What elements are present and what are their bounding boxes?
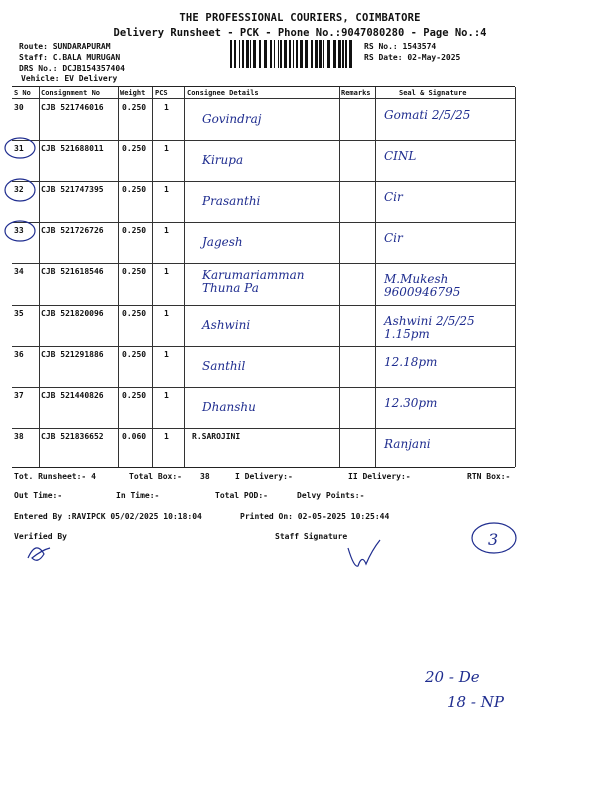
barcode-bar (311, 40, 313, 68)
barcode-bar (274, 40, 275, 68)
seal-signature-handwritten: Gomati 2/5/25 (384, 108, 471, 122)
barcode-bar (319, 40, 322, 68)
seal-signature-handwritten: 12.30pm (384, 395, 438, 410)
barcode-bar (230, 40, 232, 68)
tot-runsheet: Tot. Runsheet:- 4 (14, 472, 96, 481)
staff-signature-label: Staff Signature (275, 532, 348, 541)
col-header-consignment: Consignment No (41, 89, 101, 97)
pcs-value: 1 (164, 308, 169, 318)
vehicle-label: Vehicle: EV Delivery (21, 74, 118, 83)
pcs-value: 1 (164, 144, 169, 154)
route-label: Route: SUNDARAPURAM (19, 42, 111, 51)
barcode-bar (293, 40, 294, 68)
consignment-no: CJB 521820096 (41, 308, 104, 318)
consignee-handwritten: Govindraj (202, 112, 262, 126)
seal-signature-handwritten: Ranjani (384, 436, 431, 451)
barcode-bar (234, 40, 236, 68)
col-header-sno: S No (14, 89, 31, 97)
row-sno: 31 (14, 144, 24, 154)
row-sno: 36 (14, 349, 24, 359)
col-header-seal: Seal & Signature (399, 89, 467, 97)
seal-signature-handwritten: CINL (384, 149, 417, 164)
row-sno: 37 (14, 390, 24, 400)
staff-signature-scribble (348, 540, 380, 566)
consignment-no: CJB 521747395 (41, 185, 104, 195)
weight-value: 0.250 (122, 390, 147, 400)
consignment-no: CJB 521746016 (41, 103, 104, 112)
weight-value: 0.250 (122, 144, 147, 154)
row-sno: 32 (14, 185, 24, 195)
verifier-signature (28, 548, 50, 560)
barcode-bar (284, 40, 287, 68)
total-box-label: Total Box:- (129, 472, 182, 481)
barcode-bar (270, 40, 272, 68)
weight-value: 0.250 (122, 103, 147, 112)
consignment-no: CJB 521688011 (41, 144, 104, 154)
consignee-handwritten: Prasanthi (202, 194, 261, 209)
consignment-no: CJB 521836652 (41, 431, 104, 441)
runsheet-table (12, 86, 515, 468)
pcs-value: 1 (164, 226, 169, 236)
row-sno: 33 (14, 226, 24, 236)
rs-number: RS No.: 1543574 (364, 42, 437, 51)
out-time: Out Time:- (14, 491, 63, 500)
barcode-bar (345, 40, 347, 68)
weight-value: 0.250 (122, 349, 147, 359)
barcode-bar (289, 40, 291, 68)
consignee-name: R.SAROJINI (192, 431, 241, 441)
weight-value: 0.250 (122, 267, 147, 277)
barcode-bar (264, 40, 267, 68)
col-header-remarks: Remarks (341, 89, 371, 97)
barcode-bar (349, 40, 352, 68)
barcode-bar (242, 40, 244, 68)
col-header-pcs: PCS (155, 89, 168, 97)
consignment-no: CJB 521618546 (41, 267, 104, 277)
pcs-value: 1 (164, 267, 169, 277)
barcode-bar (327, 40, 330, 68)
consignment-no: CJB 521291886 (41, 349, 104, 359)
barcode-bar (333, 40, 336, 68)
rtn-box: RTN Box:- (467, 472, 511, 481)
row-sno: 38 (14, 431, 24, 441)
barcode-bar (278, 40, 279, 68)
consignee-handwritten: Karumariamman Thuna Pa (202, 268, 305, 296)
consignee-handwritten: Santhil (202, 358, 246, 373)
staff-label: Staff: C.BALA MURUGAN (19, 53, 121, 62)
circled-number-ring (472, 523, 516, 553)
delvy-points: Delvy Points:- (297, 491, 365, 500)
consignee-handwritten: Ashwini (202, 317, 251, 332)
weight-value: 0.250 (122, 308, 147, 318)
col-header-weight: Weight (120, 89, 146, 97)
runsheet-subtitle: Delivery Runsheet - PCK - Phone No.:9047080280 - Page No.:4 (113, 27, 487, 39)
barcode-bar (250, 40, 251, 68)
barcode-bar (342, 40, 344, 68)
barcode-bar (280, 40, 282, 68)
circled-number: 3 (488, 530, 499, 549)
consignee-handwritten: Kirupa (202, 153, 244, 168)
pcs-value: 1 (164, 349, 169, 359)
barcode-bar (338, 40, 341, 68)
barcode-bar (246, 40, 249, 68)
pcs-value: 1 (164, 390, 169, 400)
row-sno: 30 (14, 103, 24, 112)
barcode-bar (315, 40, 318, 68)
note-20-de: 20 - De (425, 668, 480, 686)
seal-signature-handwritten: M.Mukesh 9600946795 (384, 272, 461, 300)
barcode-bar (300, 40, 303, 68)
barcode-bar (305, 40, 308, 68)
seal-signature-handwritten: Cir (384, 231, 403, 246)
barcode-bar (259, 40, 261, 68)
drs-number: DRS No.: DCJB154357404 (19, 64, 125, 73)
barcode-bar (239, 40, 240, 68)
consignment-no: CJB 521440826 (41, 390, 104, 400)
total-box-value: 38 (200, 472, 210, 481)
seal-signature-handwritten: 12.18pm (384, 354, 438, 369)
row-sno: 34 (14, 267, 24, 277)
weight-value: 0.250 (122, 185, 147, 195)
printed-on: Printed On: 02-05-2025 10:25:44 (240, 512, 390, 521)
barcode-bar (296, 40, 298, 68)
verified-by: Verified By (14, 532, 67, 541)
i-delivery: I Delivery:- (235, 472, 293, 481)
total-pod: Total POD:- (215, 491, 268, 500)
company-title: THE PROFESSIONAL COURIERS, COIMBATORE (179, 12, 421, 24)
consignee-handwritten: Dhanshu (202, 399, 256, 414)
note-18-np: 18 - NP (447, 693, 504, 711)
entered-by: Entered By :RAVIPCK 05/02/2025 10:18:04 (14, 512, 202, 521)
rs-date: RS Date: 02-May-2025 (364, 53, 461, 62)
weight-value: 0.060 (122, 431, 147, 441)
weight-value: 0.250 (122, 226, 147, 236)
pcs-value: 1 (164, 185, 169, 195)
col-header-consignee: Consignee Details (187, 89, 259, 97)
pcs-value: 1 (164, 431, 169, 441)
barcode-bar (253, 40, 256, 68)
row-sno: 35 (14, 308, 24, 318)
in-time: In Time:- (116, 491, 160, 500)
consignment-no: CJB 521726726 (41, 226, 104, 236)
barcode-bar (323, 40, 324, 68)
pcs-value: 1 (164, 103, 169, 112)
ii-delivery: II Delivery:- (348, 472, 411, 481)
seal-signature-handwritten: Ashwini 2/5/25 1.15pm (384, 313, 475, 341)
barcode (230, 40, 355, 68)
consignee-handwritten: Jagesh (202, 235, 243, 250)
seal-signature-handwritten: Cir (384, 190, 403, 205)
